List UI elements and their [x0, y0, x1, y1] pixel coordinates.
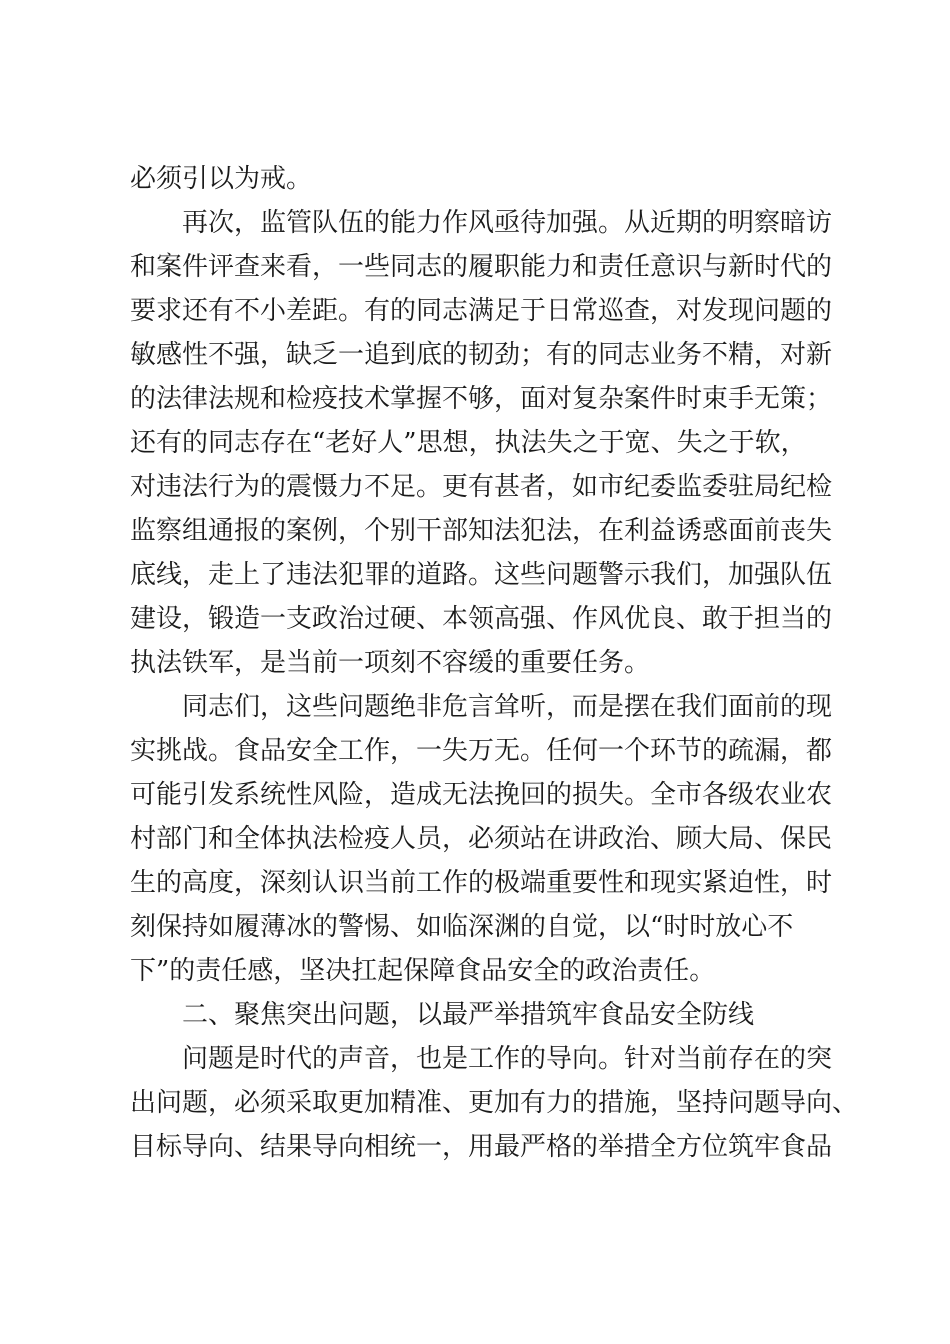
paragraph-line: 要求还有不小差距。有的同志满足于日常巡查，对发现问题的 [130, 296, 833, 326]
paragraph-line: 问题是时代的声音，也是工作的导向。针对当前存在的突 [182, 1044, 833, 1074]
paragraph-line: 还有的同志存在“老好人”思想，执法失之于宽、失之于软， [130, 428, 807, 458]
paragraph-line: 底线，走上了违法犯罪的道路。这些问题警示我们，加强队伍 [130, 560, 833, 590]
paragraph-line: 和案件评查来看，一些同志的履职能力和责任意识与新时代的 [130, 252, 833, 282]
paragraph-line: 建设，锻造一支政治过硬、本领高强、作风优良、敢于担当的 [130, 604, 833, 634]
paragraph-line: 必须引以为戒。 [130, 164, 313, 194]
paragraph-line: 实挑战。食品安全工作，一失万无。任何一个环节的疏漏，都 [130, 736, 833, 766]
paragraph-line: 可能引发系统性风险，造成无法挽回的损失。全市各级农业农 [130, 780, 833, 810]
paragraph-line: 出问题，必须采取更加精准、更加有力的措施，坚持问题导向、 [130, 1088, 859, 1118]
paragraph-line: 目标导向、结果导向相统一，用最严格的举措全方位筑牢食品 [130, 1132, 833, 1162]
paragraph-line: 的法律法规和检疫技术掌握不够，面对复杂案件时束手无策； [130, 384, 833, 414]
paragraph-line: 监察组通报的案例，个别干部知法犯法，在利益诱惑面前丧失 [130, 516, 833, 546]
paragraph-line: 对违法行为的震慑力不足。更有甚者，如市纪委监委驻局纪检 [130, 472, 833, 502]
document-body [130, 157, 859, 1169]
paragraph-line: 生的高度，深刻认识当前工作的极端重要性和现实紧迫性，时 [130, 868, 833, 898]
paragraph-line: 刻保持如履薄冰的警惕、如临深渊的自觉，以“时时放心不 [130, 912, 794, 942]
paragraph-line: 同志们，这些问题绝非危言耸听，而是摆在我们面前的现 [182, 692, 833, 722]
paragraph-line: 敏感性不强，缺乏一追到底的韧劲；有的同志业务不精，对新 [130, 340, 833, 370]
section-heading: 二、聚焦突出问题，以最严举措筑牢食品安全防线 [182, 1000, 755, 1030]
paragraph-line: 执法铁军，是当前一项刻不容缓的重要任务。 [130, 648, 651, 678]
paragraph-line: 下”的责任感，坚决扛起保障食品安全的政治责任。 [130, 956, 716, 986]
paragraph-line: 再次，监管队伍的能力作风亟待加强。从近期的明察暗访 [182, 208, 833, 238]
paragraph-line: 村部门和全体执法检疫人员，必须站在讲政治、顾大局、保民 [130, 824, 833, 854]
